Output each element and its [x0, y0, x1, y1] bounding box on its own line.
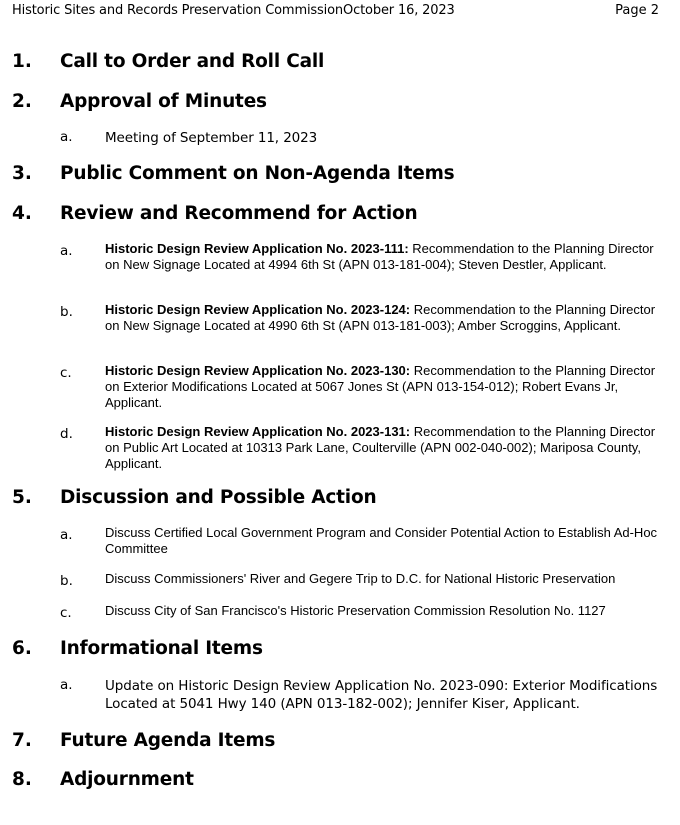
section-number: 2.	[12, 91, 32, 112]
section-number: 8.	[12, 769, 32, 790]
section-title: Informational Items	[60, 638, 263, 659]
item-text: Update on Historic Design Review Application No. 2023-090: Exterior Modifications Located at 5041 Hwy 140 (APN 013-182-002); Jennifer Kiser, Applicant.	[105, 678, 658, 712]
item-letter: c.	[60, 605, 72, 621]
section-number: 5.	[12, 487, 32, 508]
item-letter: b.	[60, 304, 73, 320]
section-number: 4.	[12, 203, 32, 224]
item-heading: Historic Design Review Application No. 2023-111:	[105, 241, 409, 256]
item-text: Discuss Commissioners' River and Gegere Trip to D.C. for National Historic Preservation	[105, 571, 616, 586]
item-letter: a.	[60, 243, 73, 259]
section-title: Call to Order and Roll Call	[60, 51, 325, 72]
item-letter: c.	[60, 365, 72, 381]
item-letter: b.	[60, 573, 73, 589]
item-text: Meeting of September 11, 2023	[105, 130, 318, 146]
section-number: 7.	[12, 730, 32, 751]
item-description: Recommendation to the Planning Director on New Signage Located at 4994 6th St (APN 013-181-004); Steven Destler, Applicant.	[105, 241, 654, 272]
section-title: Review and Recommend for Action	[60, 203, 418, 224]
page-number: Page 2	[615, 3, 659, 18]
section-title: Adjournment	[60, 769, 194, 790]
item-description: Recommendation to the Planning Director on Exterior Modifications Located at 5067 Jones St (APN 013-154-012); Robert Evans Jr, Applicant.	[105, 363, 656, 410]
item-letter: a.	[60, 129, 73, 145]
item-heading: Historic Design Review Application No. 2023-124:	[105, 302, 411, 317]
header-commission-date: Historic Sites and Records Preservation CommissionOctober 16, 2023	[12, 3, 455, 18]
section-title: Discussion and Possible Action	[60, 487, 377, 508]
section-title: Future Agenda Items	[60, 730, 276, 751]
section-number: 1.	[12, 51, 32, 72]
item-letter: a.	[60, 677, 73, 693]
section-number: 6.	[12, 638, 32, 659]
item-text	[105, 302, 660, 334]
section-title: Public Comment on Non-Agenda Items	[60, 163, 455, 184]
item-description: Recommendation to the Planning Director on Public Art Located at 10313 Park Lane, Coulterville (APN 002-040-002); Mariposa County, Applicant.	[105, 424, 656, 471]
item-letter: a.	[60, 527, 73, 543]
item-text	[105, 424, 660, 472]
item-text	[105, 241, 660, 273]
section-title: Approval of Minutes	[60, 91, 267, 112]
item-text: Discuss City of San Francisco's Historic Preservation Commission Resolution No. 1127	[105, 603, 606, 618]
item-heading: Historic Design Review Application No. 2023-131:	[105, 424, 411, 439]
item-description: Recommendation to the Planning Director on New Signage Located at 4990 6th St (APN 013-181-003); Amber Scroggins, Applicant.	[105, 302, 656, 333]
item-text: Discuss Certified Local Government Program and Consider Potential Action to Establish Ad-Hoc Committee	[105, 525, 658, 556]
item-heading: Historic Design Review Application No. 2023-130:	[105, 363, 411, 378]
item-letter: d.	[60, 426, 73, 442]
item-text	[105, 363, 660, 411]
section-number: 3.	[12, 163, 32, 184]
